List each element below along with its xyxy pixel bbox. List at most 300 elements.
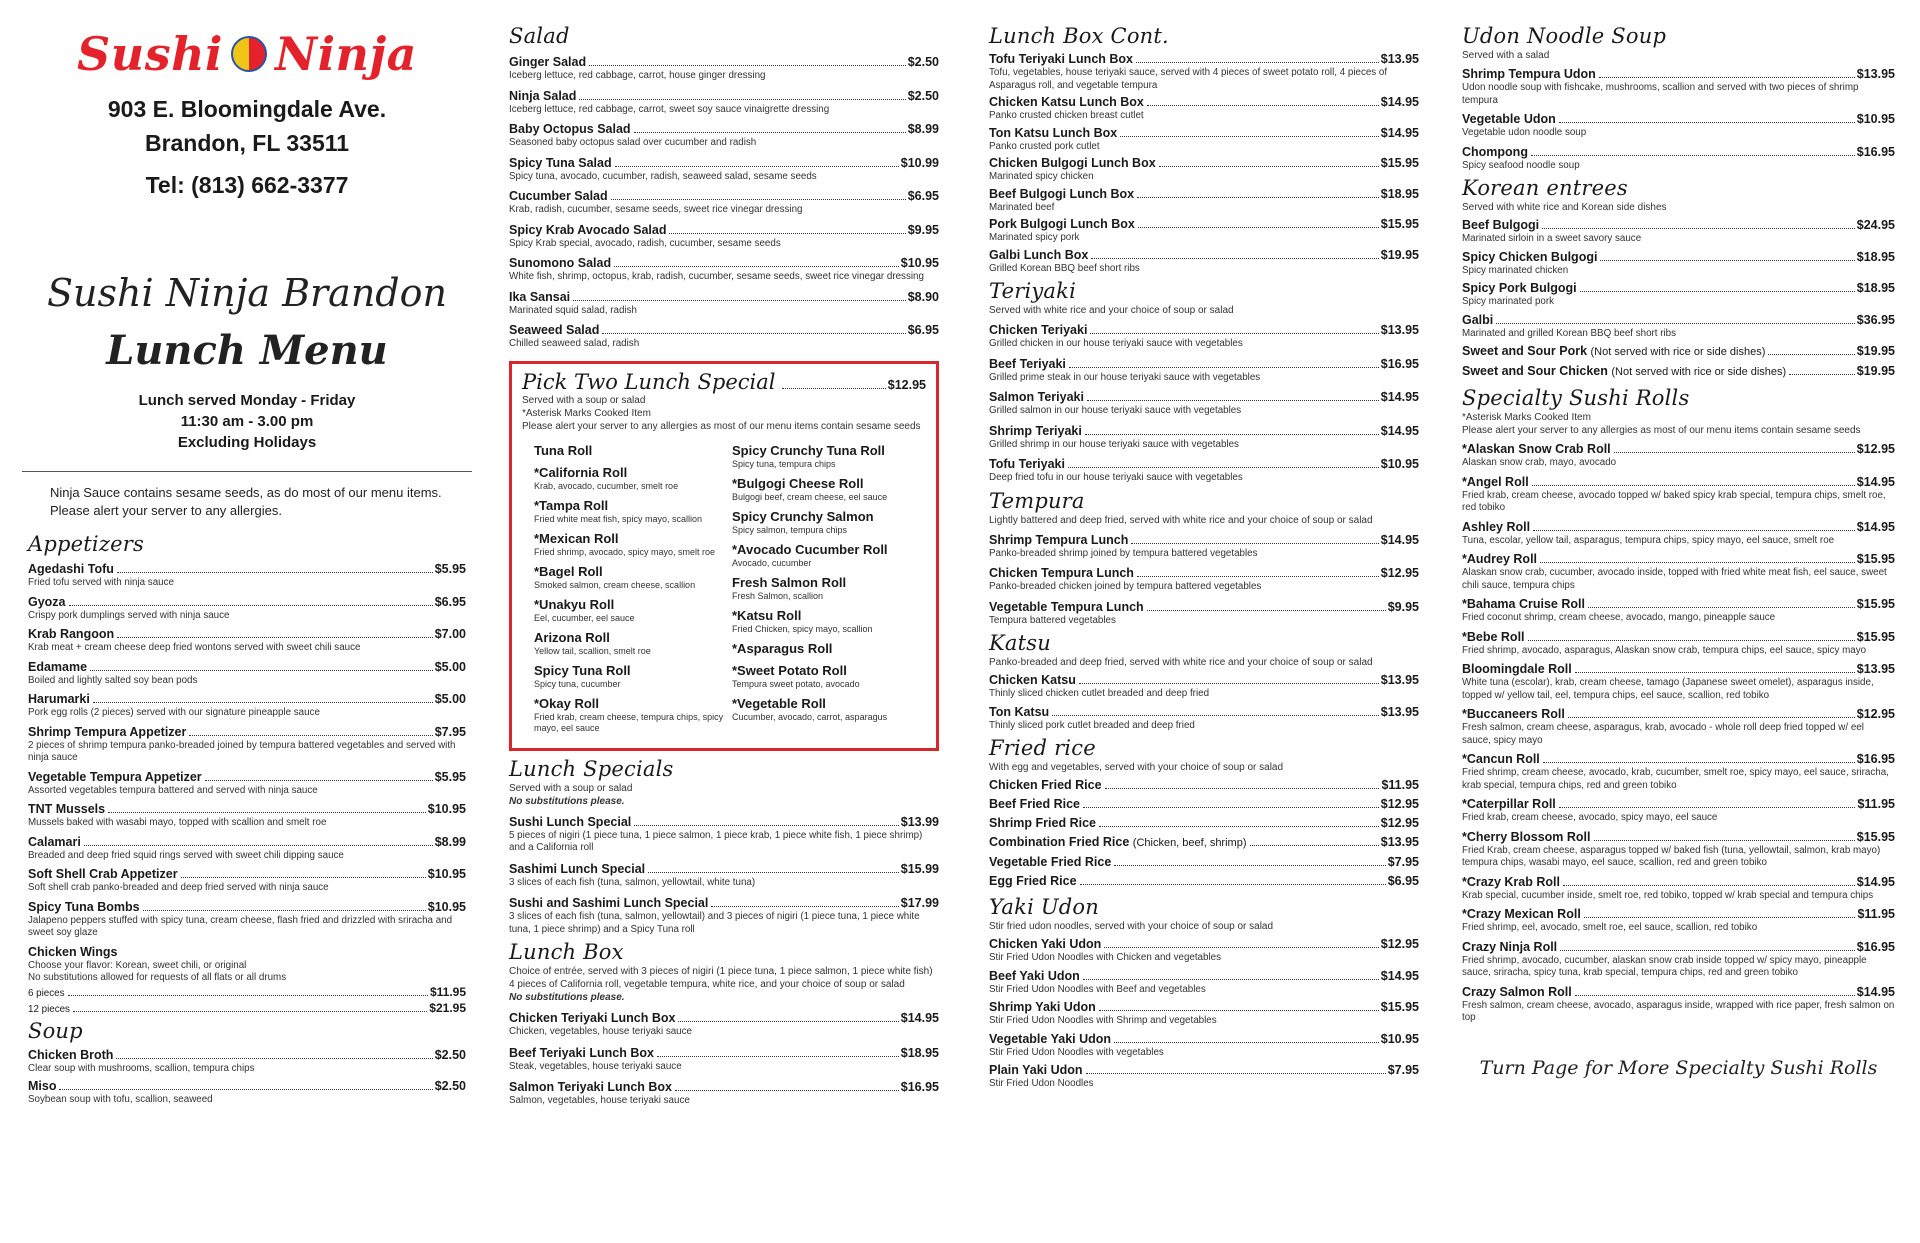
- leader-dots: [782, 388, 886, 389]
- roll-item: [534, 564, 724, 591]
- menu-item: [1462, 249, 1895, 278]
- item-name-text: Vegetable Tempura Lunch: [989, 599, 1144, 614]
- menu-item: [28, 1047, 466, 1076]
- item-desc: Steak, vegetables, house teriyaki sauce: [509, 1060, 682, 1072]
- item-row: [989, 599, 1419, 615]
- item-desc: Jalapeno peppers stuffed with spicy tuna, cream cheese, flash fried and drizzled with sriracha and sweet soy glaze: [28, 914, 453, 938]
- leader-dots: [657, 1056, 899, 1057]
- item-name: [1462, 629, 1525, 645]
- item-name-text: Ninja Salad: [509, 88, 577, 103]
- leader-dots: [1138, 227, 1379, 228]
- item-price: $12.95: [1380, 937, 1419, 951]
- roll-item: [732, 663, 926, 690]
- item-name: [989, 1062, 1083, 1078]
- item-price: $2.50: [907, 55, 939, 69]
- item-name: [1462, 312, 1493, 328]
- item-name: [1462, 363, 1786, 380]
- leader-dots: [1131, 543, 1378, 544]
- roll-item: [534, 531, 724, 558]
- item-desc: Fried krab, cream cheese, avocado topped w/ baked spicy krab special, tempura chips, smelt roe, red tobiko: [1462, 489, 1886, 513]
- item-desc: Fried coconut shrimp, cream cheese, avocado, mango, pineapple sauce: [1462, 612, 1776, 623]
- item-price: $24.95: [1856, 218, 1895, 232]
- item-row: [1462, 343, 1895, 360]
- lunch-specials-section: [509, 757, 939, 937]
- menu-item: [1462, 939, 1895, 980]
- menu-item: [509, 322, 939, 351]
- item-row: [28, 561, 466, 577]
- item-row: [1462, 217, 1895, 233]
- menu-item: [509, 88, 939, 117]
- roll-name: *California Roll: [534, 464, 628, 480]
- item-name-text: Ton Katsu Lunch Box: [989, 125, 1118, 140]
- leader-dots: [59, 1089, 432, 1090]
- item-desc: Grilled chicken in our house teriyaki sauce with vegetables: [989, 338, 1243, 349]
- menu-item: [989, 389, 1419, 418]
- roll-name: *Vegetable Roll: [732, 695, 826, 711]
- item-row: [509, 255, 939, 271]
- roll-item: [732, 641, 926, 657]
- item-price: $12.95: [1856, 442, 1895, 456]
- item-row: [989, 532, 1419, 548]
- item-price: $12.95: [1380, 816, 1419, 830]
- section-subtitle: Served with white rice and your choice of soup or salad: [989, 305, 1234, 316]
- leader-dots: [1086, 1073, 1386, 1074]
- roll-item: [534, 696, 724, 734]
- item-name-text: Spicy Chicken Bulgogi: [1462, 249, 1598, 264]
- item-name: [1462, 66, 1596, 82]
- item-name: [509, 861, 645, 877]
- menu-item: [509, 895, 939, 936]
- item-desc: Fresh salmon, cream cheese, asparagus, krab, avocado - whole roll deep fried topped w/ eel sauce, spicy mayo: [1462, 722, 1864, 746]
- section-title: Pick Two Lunch Special: [522, 369, 776, 394]
- item-name: [1462, 984, 1572, 1000]
- item-price: $16.95: [1856, 752, 1895, 766]
- leader-dots: [634, 132, 906, 133]
- menu-item: [989, 796, 1419, 812]
- item-name: [28, 659, 87, 675]
- item-name: [1462, 519, 1530, 535]
- item-desc: Panko-breaded shrimp joined by tempura battered vegetables: [989, 547, 1258, 559]
- item-desc: Grilled Korean BBQ beef short ribs: [989, 262, 1140, 274]
- item-desc: Thinly sliced chicken cutlet breaded and deep fried: [989, 688, 1210, 699]
- item-row: [989, 456, 1419, 472]
- item-row: [509, 289, 939, 305]
- yaki-udon-list: [989, 936, 1419, 1091]
- yaki-udon-section: [989, 895, 1419, 1091]
- menu-item: [989, 565, 1419, 594]
- item-row: [509, 814, 939, 830]
- section-title: Yaki Udon: [989, 895, 1099, 919]
- item-name: [28, 594, 66, 610]
- item-name: [989, 1031, 1111, 1047]
- item-desc: 3 slices of each fish (tuna, salmon, yellowtail, white tuna): [509, 876, 756, 888]
- item-desc: Chilled seaweed salad, radish: [509, 338, 640, 349]
- item-desc: Spicy Krab special, avocado, radish, cucumber, sesame seeds: [509, 237, 781, 249]
- item-name-text: Ton Katsu: [989, 704, 1050, 719]
- roll-name: *Bagel Roll: [534, 563, 603, 579]
- item-desc: Soft shell crab panko-breaded and deep fried served with ninja sauce: [28, 882, 329, 893]
- section-title: Appetizers: [28, 532, 144, 556]
- specialty-list: [1462, 441, 1895, 1025]
- menu-item: [1462, 874, 1895, 903]
- item-row: [989, 854, 1419, 870]
- item-name: [989, 834, 1247, 851]
- item-name-text: Vegetable Fried Rice: [989, 855, 1112, 869]
- leader-dots: [611, 199, 906, 200]
- menu-item: [1462, 629, 1895, 658]
- item-desc: Grilled shrimp in our house teriyaki sauce with vegetables: [989, 438, 1239, 450]
- item-name-text: Beef Teriyaki Lunch Box: [509, 1045, 654, 1060]
- item-row: [989, 873, 1419, 889]
- item-name: [989, 968, 1080, 984]
- item-desc: 5 pieces of nigiri (1 piece tuna, 1 piece salmon, 1 piece krab, 1 piece white fish, 1 piece shrimp) and a California roll: [509, 829, 923, 853]
- leader-dots: [634, 825, 899, 826]
- leader-dots: [1563, 885, 1855, 886]
- salad-section: [509, 24, 939, 351]
- item-row: [28, 899, 466, 915]
- item-name-text: Salmon Teriyaki: [989, 390, 1084, 404]
- address: [28, 92, 466, 160]
- roll-name: *Bulgogi Cheese Roll: [732, 475, 864, 491]
- menu-item: [1462, 596, 1895, 625]
- item-name-text: Vegetable Udon: [1462, 112, 1556, 126]
- item-name: [509, 895, 708, 911]
- item-row: [989, 186, 1419, 202]
- item-row: [509, 861, 939, 877]
- item-name: [989, 999, 1096, 1015]
- item-price: $14.95: [1380, 968, 1419, 983]
- item-desc: Marinated and grilled Korean BBQ beef short ribs: [1462, 327, 1677, 339]
- item-name: [1462, 144, 1528, 160]
- leader-dots: [90, 670, 433, 671]
- roll-name: Spicy Tuna Roll: [534, 662, 631, 678]
- item-name: [1462, 217, 1539, 233]
- leader-dots: [1114, 865, 1385, 866]
- section-title: Teriyaki: [989, 279, 1076, 303]
- item-name-text: Tofu Teriyaki Lunch Box: [989, 52, 1133, 66]
- roll-desc: Fried krab, cream cheese, tempura chips, spicy mayo, eel sauce: [534, 711, 724, 733]
- item-price: $14.95: [1380, 125, 1419, 140]
- item-name-text: *Caterpillar Roll: [1462, 797, 1556, 811]
- item-desc: Iceberg lettuce, red cabbage, carrot, sweet soy sauce vinaigrette dressing: [509, 103, 830, 115]
- telephone: Tel: (813) 662-3377: [145, 172, 349, 198]
- item-name: [509, 1010, 675, 1026]
- section-subtitle: Stir fried udon noodles, served with your choice of soup or salad: [989, 921, 1274, 932]
- item-row: [1462, 661, 1895, 677]
- menu-item: [989, 456, 1419, 485]
- item-name: [989, 389, 1084, 405]
- item-row: [989, 815, 1419, 831]
- menu-item: [989, 815, 1419, 831]
- roll-name: *Mexican Roll: [534, 530, 619, 546]
- menu-item: [28, 626, 466, 655]
- leader-dots: [1599, 77, 1855, 78]
- item-name-text: *Cherry Blossom Roll: [1462, 829, 1591, 844]
- item-row: [509, 121, 939, 137]
- option-label: 12 pieces: [28, 1003, 70, 1015]
- menu-item: [509, 289, 939, 318]
- item-price: $8.99: [434, 834, 466, 849]
- menu-item: [1462, 796, 1895, 825]
- item-price: $12.95: [1380, 566, 1419, 580]
- item-name-text: Seaweed Salad: [509, 323, 600, 337]
- item-name: [509, 54, 586, 70]
- item-row: [1462, 984, 1895, 1000]
- item-desc: Krab, radish, cucumber, sesame seeds, sweet rice vinegar dressing: [509, 204, 803, 215]
- served-hours: [28, 390, 466, 453]
- item-name: [1462, 661, 1572, 677]
- menu-item: [989, 704, 1419, 733]
- roll-item: [534, 498, 724, 525]
- roll-item: [732, 476, 926, 503]
- item-desc: Krab special, cucumber inside, smelt roe, red tobiko, topped w/ krab special and tempura chips: [1462, 889, 1874, 901]
- leader-dots: [108, 812, 426, 813]
- roll-desc: Yellow tail, scallion, smelt roe: [534, 645, 651, 656]
- item-row: [1462, 829, 1895, 845]
- item-desc: Soybean soup with tofu, scallion, seaweed: [28, 1094, 213, 1105]
- item-price: $5.00: [434, 659, 466, 674]
- item-desc: Mussels baked with wasabi mayo, topped with scallion and smelt roe: [28, 817, 327, 828]
- roll-item: [534, 465, 724, 492]
- item-price: $10.95: [1380, 1031, 1419, 1046]
- leader-dots: [117, 572, 433, 573]
- leader-dots: [675, 1090, 899, 1091]
- leader-dots: [1543, 762, 1855, 763]
- item-name: [28, 769, 202, 785]
- item-desc: Assorted vegetables tempura battered and served with ninja sauce: [28, 784, 318, 796]
- roll-item: [732, 443, 926, 470]
- lunch-box-section: [509, 940, 939, 1108]
- item-name: [989, 125, 1117, 141]
- item-price: $14.95: [1856, 474, 1895, 489]
- item-name: [989, 873, 1077, 889]
- item-desc: Stir Fried Udon Noodles with Chicken and vegetables: [989, 952, 1221, 963]
- katsu-section: [989, 631, 1419, 732]
- logo-word-left: Sushi: [77, 27, 224, 81]
- roll-name: *Katsu Roll: [732, 607, 802, 623]
- item-row: [509, 155, 939, 171]
- leader-dots: [1531, 155, 1855, 156]
- menu-item: [989, 672, 1419, 701]
- leader-dots: [1159, 166, 1379, 167]
- item-price: $14.95: [1380, 423, 1419, 438]
- item-name-text: *Crazy Mexican Roll: [1462, 907, 1581, 921]
- item-price: $15.99: [900, 861, 939, 876]
- item-name: [509, 289, 570, 305]
- item-desc: Spicy tuna, avocado, cucumber, radish, seaweed salad, sesame seeds: [509, 170, 817, 182]
- roll-name: *Okay Roll: [534, 695, 600, 711]
- leader-dots: [1580, 291, 1855, 292]
- fried-rice-section: [989, 736, 1419, 889]
- salad-list: [509, 54, 939, 351]
- roll-item: [732, 575, 926, 602]
- leader-dots: [1559, 807, 1856, 808]
- item-price: $11.95: [1381, 778, 1419, 792]
- menu-item: [28, 769, 466, 798]
- item-price: $2.50: [434, 1047, 466, 1062]
- logo: [28, 26, 466, 82]
- leader-dots: [1099, 1010, 1379, 1011]
- item-desc: Spicy marinated pork: [1462, 296, 1555, 307]
- leader-dots: [648, 872, 899, 873]
- leader-dots: [117, 637, 433, 638]
- menu-item: [509, 188, 939, 217]
- item-name-text: Beef Teriyaki: [989, 356, 1066, 371]
- item-price: $14.95: [1380, 532, 1419, 547]
- item-price: $13.95: [1380, 52, 1419, 66]
- item-desc: Clear soup with mushrooms, scallion, tempura chips: [28, 1062, 255, 1074]
- item-name: [989, 356, 1066, 372]
- item-price: $16.95: [1856, 144, 1895, 159]
- roll-desc: Fried white meat fish, spicy mayo, scallion: [534, 513, 703, 524]
- item-row: [1462, 280, 1895, 296]
- menu-item: [989, 356, 1419, 385]
- item-name-text: Beef Bulgogi: [1462, 218, 1540, 232]
- item-price: $36.95: [1856, 312, 1895, 327]
- item-desc: Vegetable udon noodle soup: [1462, 127, 1587, 138]
- item-desc: Crispy pork dumplings served with ninja sauce: [28, 609, 230, 621]
- menu-item: [509, 1010, 939, 1039]
- address-city: Brandon, FL 33511: [144, 130, 350, 156]
- item-name-text: Chicken Teriyaki: [989, 323, 1088, 337]
- item-price: $13.99: [900, 814, 939, 829]
- item-name-text: *Cancun Roll: [1462, 752, 1540, 766]
- brand-title: Sushi Ninja Brandon: [46, 271, 447, 315]
- allergy-note: Please alert your server to any allergies as most of our menu items contain sesame seeds: [522, 420, 921, 432]
- menu-item: [28, 659, 466, 688]
- leader-dots: [1532, 485, 1855, 486]
- menu-item: [989, 968, 1419, 997]
- roll-desc: Spicy salmon, tempura chips: [732, 524, 848, 535]
- note-line: Please alert your server to any allergies.: [50, 503, 282, 518]
- menu-item: [989, 777, 1419, 793]
- section-subtitle: No substitutions please.: [509, 795, 625, 807]
- item-name: [989, 322, 1087, 338]
- section-title: Katsu: [989, 631, 1051, 655]
- menu-item: [1462, 706, 1895, 747]
- menu-item: [989, 322, 1419, 351]
- roll-item: [732, 608, 926, 635]
- item-price: $10.95: [427, 867, 466, 881]
- item-name-text: *Crazy Krab Roll: [1462, 874, 1560, 889]
- roll-item: [732, 509, 926, 536]
- leader-dots: [93, 702, 433, 703]
- item-desc: Marinated squid salad, radish: [509, 304, 637, 316]
- item-name-text: *Bahama Cruise Roll: [1462, 597, 1585, 611]
- item-price: $15.95: [1380, 217, 1419, 231]
- korean-list: [1462, 217, 1895, 380]
- menu-item: [509, 1045, 939, 1074]
- item-price: $13.95: [1380, 835, 1419, 849]
- item-name-text: Combination Fried Rice: [989, 835, 1130, 849]
- leader-dots: [1105, 788, 1380, 789]
- address-street: 903 E. Bloomingdale Ave.: [107, 96, 387, 122]
- menu-item: [1462, 519, 1895, 548]
- item-name: [989, 672, 1076, 688]
- item-name-text: Sashimi Lunch Special: [509, 861, 646, 876]
- item-desc: Krab meat + cream cheese deep fried wontons served with sweet chili sauce: [28, 642, 361, 653]
- item-row: [989, 777, 1419, 793]
- item-desc: Stir Fried Udon Noodles with Beef and vegetables: [989, 983, 1206, 995]
- item-row: [989, 1031, 1419, 1047]
- item-price: $18.95: [1380, 186, 1419, 201]
- section-title: Salad: [509, 24, 570, 48]
- item-price: $7.95: [1387, 1063, 1419, 1077]
- item-name: [28, 626, 114, 642]
- leader-dots: [69, 605, 433, 606]
- section-title: Udon Noodle Soup: [1462, 24, 1667, 48]
- served-line: Lunch served Monday - Friday: [138, 392, 356, 409]
- item-desc: Stir Fried Udon Noodles with vegetables: [989, 1046, 1164, 1058]
- roll-desc: Avocado, cucumber: [732, 557, 812, 568]
- item-name: [509, 255, 611, 271]
- item-name-text: TNT Mussels: [28, 802, 106, 816]
- item-price: $15.95: [1856, 629, 1895, 644]
- roll-name: *Avocado Cucumber Roll: [732, 541, 888, 557]
- item-name: [989, 704, 1049, 720]
- item-name: [989, 854, 1111, 870]
- item-name: [1462, 751, 1540, 767]
- item-name: [989, 216, 1135, 232]
- item-name: [28, 801, 105, 817]
- item-name-text: Sushi Lunch Special: [509, 814, 632, 829]
- item-row: [989, 322, 1419, 338]
- section-subtitle: No substitutions please.: [509, 992, 625, 1003]
- item-name: [989, 796, 1080, 812]
- item-name-text: Shrimp Teriyaki: [989, 423, 1082, 438]
- roll-name: *Sweet Potato Roll: [732, 662, 847, 678]
- item-desc: Fried shrimp, cream cheese, avocado, krab, cucumber, smelt roe, spicy mayo, eel sauce, sriracha, krab special, tempura chips, red and green tobiko: [1462, 767, 1889, 791]
- item-row: [28, 659, 466, 675]
- item-price: $7.95: [434, 724, 466, 739]
- leader-dots: [1575, 672, 1855, 673]
- item-row: [1462, 551, 1895, 567]
- menu-item: [989, 1062, 1419, 1091]
- item-name-text: Agedashi Tofu: [28, 562, 114, 576]
- leader-dots: [1120, 136, 1379, 137]
- item-row: [1462, 751, 1895, 767]
- item-name: Chicken Wings: [28, 944, 118, 959]
- leader-dots: [1789, 374, 1855, 375]
- leader-dots: [1085, 434, 1379, 435]
- turn-page-note: Turn Page for More Specialty Sushi Rolls: [1479, 1056, 1878, 1079]
- item-row: [1462, 874, 1895, 890]
- item-name-text: Crazy Salmon Roll: [1462, 984, 1572, 999]
- item-name: [989, 51, 1133, 67]
- leader-dots: [589, 65, 906, 66]
- item-name: [989, 936, 1101, 952]
- roll-desc: Krab, avocado, cucumber, smelt roe: [534, 480, 679, 491]
- item-row: [989, 125, 1419, 141]
- leader-dots: [1091, 258, 1378, 259]
- item-name-text: *Buccaneers Roll: [1462, 707, 1565, 721]
- item-desc: Iceberg lettuce, red cabbage, carrot, house ginger dressing: [509, 70, 766, 81]
- item-name-text: Vegetable Tempura Appetizer: [28, 769, 202, 784]
- leader-dots: [1528, 640, 1855, 641]
- teriyaki-list: [989, 322, 1419, 485]
- item-desc: Salmon, vegetables, house teriyaki sauce: [509, 1095, 690, 1106]
- item-name: [28, 691, 90, 707]
- section-subtitle: Served with a soup or salad: [522, 394, 646, 406]
- leader-dots: [1584, 917, 1856, 918]
- section-title: Lunch Box Cont.: [989, 24, 1169, 48]
- item-price: $13.95: [1380, 323, 1419, 337]
- item-name-text: Chicken Tempura Lunch: [989, 566, 1134, 580]
- menu-item: [28, 801, 466, 830]
- leader-dots: [1099, 826, 1379, 827]
- item-price: $11.95: [429, 984, 466, 999]
- menu-item: [1462, 312, 1895, 341]
